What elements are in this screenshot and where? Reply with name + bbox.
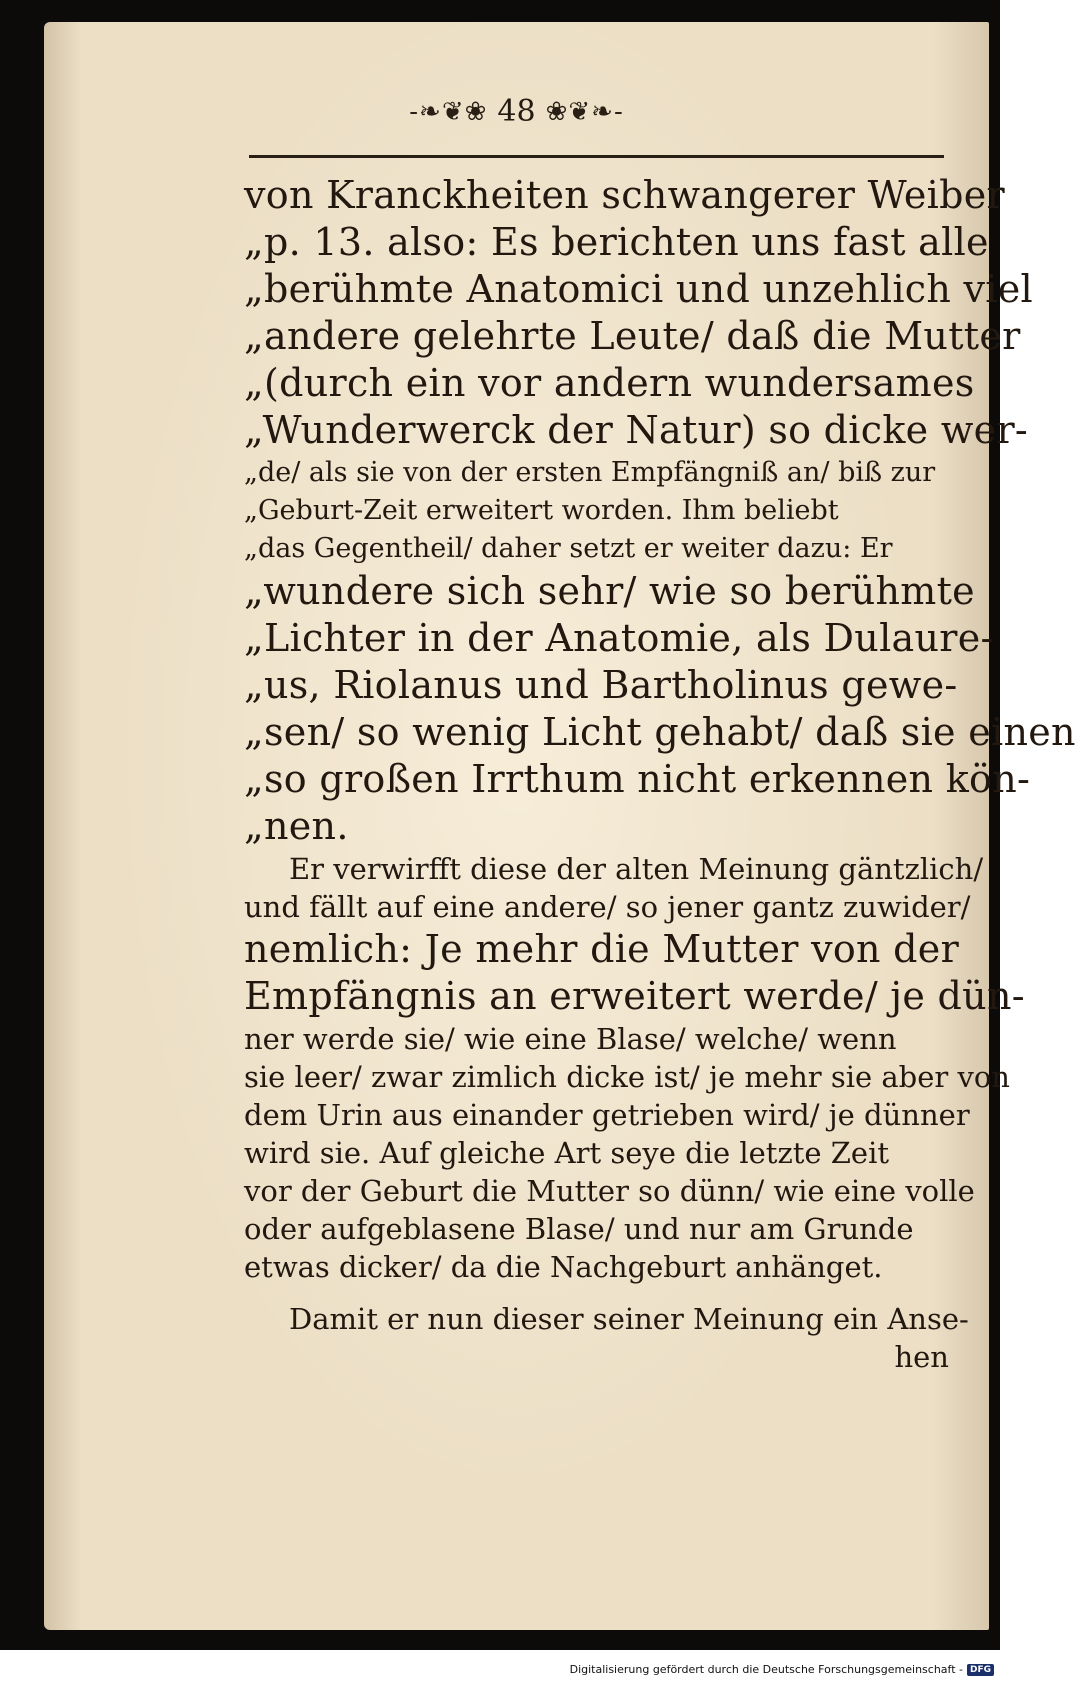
text-line: „berühmte Anatomici und unzehlich viel [244,267,1033,311]
text-line: dem Urin aus einander getrieben wird/ je dünner [244,1098,970,1132]
text-line: „de/ als sie von der ersten Empfängniß an/ biß zur [244,457,936,488]
body-text [244,172,1076,1376]
book-page [44,22,1076,1630]
text-line: nemlich: Je mehr die Mutter von der [244,927,960,971]
header-rule [249,155,944,158]
text-line: „p. 13. also: Es berichten uns fast alle [244,220,989,264]
text-line: wird sie. Auf gleiche Art seye die letzte Zeit [244,1136,889,1170]
text-line: „(durch ein vor andern wundersames [244,361,975,405]
digitization-credit [570,1663,994,1676]
text-line: sie leer/ zwar zimlich dicke ist/ je mehr sie aber von [244,1060,1010,1094]
text-line: „wundere sich sehr/ wie so berühmte [244,569,975,613]
text-line: Damit er nun dieser seiner Meinung ein Anse- [289,1302,969,1336]
text-line: und fällt auf eine andere/ so jener gantz zuwider/ [244,890,971,924]
text-line: oder aufgeblasene Blase/ und nur am Grunde [244,1212,914,1246]
text-line: ner werde sie/ wie eine Blase/ welche/ wenn [244,1022,897,1056]
text-line: „us, Riolanus und Bartholinus gewe- [244,663,958,707]
text-line: „das Gegentheil/ daher setzt er weiter dazu: Er [244,533,893,564]
ornament-right: ❀❦❧- [545,96,624,127]
text-line: etwas dicker/ da die Nachgeburt anhänget. [244,1250,883,1284]
dfg-logo: DFG [967,1664,994,1676]
text-line: „nen. [244,804,349,848]
text-line: von Kranckheiten schwangerer Weiber [244,173,1006,217]
catchword: hen [894,1340,949,1374]
text-line: „Lichter in der Anatomie, als Dulaure- [244,616,994,660]
text-line: „sen/ so wenig Licht gehabt/ daß sie einen [244,710,1076,754]
text-line: „andere gelehrte Leute/ daß die Mutter [244,314,1021,358]
text-line: „Wunderwerck der Natur) so dicke wer- [244,408,1029,452]
ornament-left: -❧❦❀ [409,96,488,127]
text-line: „Geburt-Zeit erweitert worden. Ihm beliebt [244,495,839,526]
text-line: Empfängnis an erweitert werde/ je dün- [244,974,1025,1018]
text-line: Er verwirfft diese der alten Meinung gäntzlich/ [289,852,984,886]
page-number: 48 [497,94,536,129]
text-line: „so großen Irrthum nicht erkennen kön- [244,757,1031,801]
text-line: vor der Geburt die Mutter so dünn/ wie eine volle [244,1174,975,1208]
credit-text: Digitalisierung gefördert durch die Deutsche Forschungsgemeinschaft - [569,1663,963,1676]
page-header [44,94,989,129]
